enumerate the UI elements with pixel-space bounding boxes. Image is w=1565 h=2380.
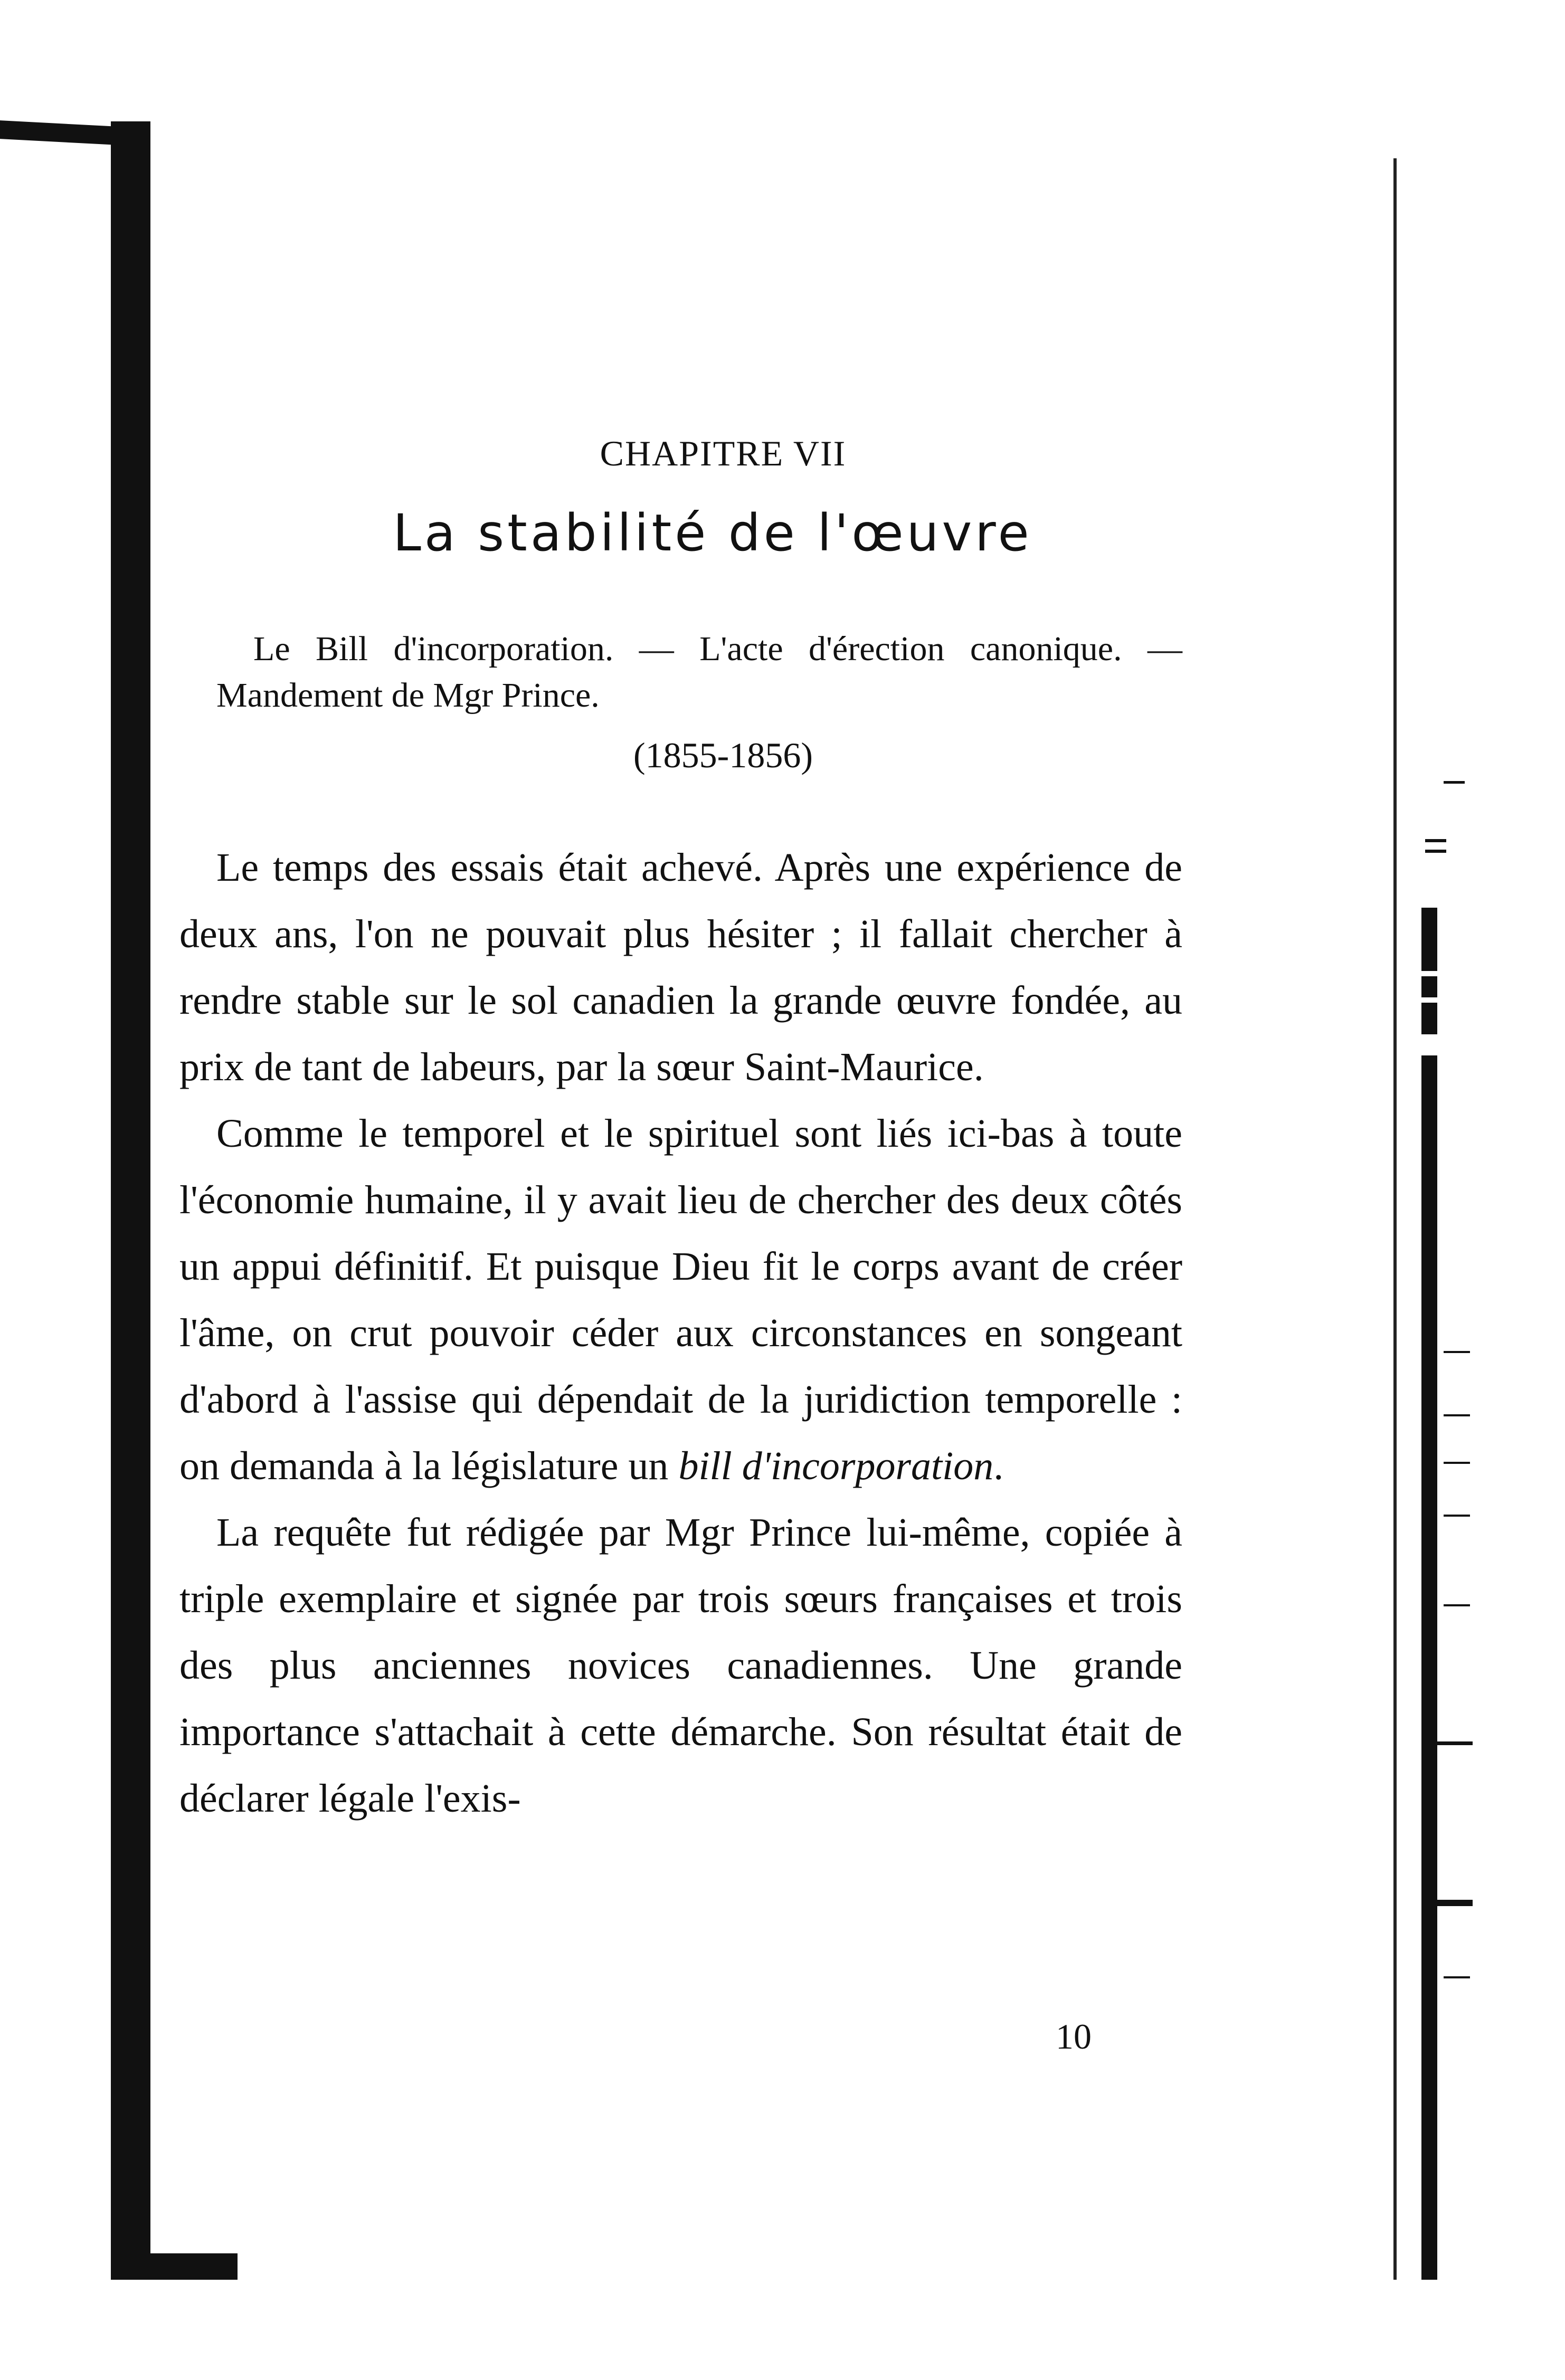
scan-mark: [1436, 1900, 1473, 1906]
scan-edge-right-line: [1393, 158, 1397, 2280]
scan-mark: [1444, 1604, 1470, 1606]
paragraph-1: [179, 834, 1182, 1100]
page-number: 10: [1056, 2016, 1092, 2057]
scan-mark: [1425, 839, 1446, 842]
emphasis-text: bill d'incorporation: [678, 1444, 994, 1488]
chapter-number: CHAPITRE VII: [600, 433, 847, 473]
scan-mark: [1444, 1976, 1470, 1978]
chapter-summary: Le Bill d'incorporation. — L'acte d'érection canonique. — Mandement de Mgr Prince.: [216, 630, 1182, 715]
scan-mark: [1444, 1515, 1470, 1517]
paragraph-2: [179, 1100, 1182, 1499]
paragraph-end: .: [993, 1444, 1004, 1488]
scan-mark: [1444, 1414, 1470, 1416]
paragraph-text: La requête fut rédigée par Mgr Prince lui-même, copiée à triple exemplaire et signée par trois sœurs françaises et trois des plus anciennes novices canadiennes. Une grande importance s'attachait à cette démarche. Son résultat était de déclarer légale l'exis-: [179, 1510, 1182, 1821]
scan-edge-bottom-left: [116, 2253, 238, 2280]
scan-edge-left: [111, 121, 150, 2280]
chapter-title: La stabilité de l'œuvre: [393, 503, 1032, 563]
scan-mark: [1425, 850, 1446, 853]
scan-mark: [1421, 976, 1437, 997]
chapter-dates: (1855-1856): [633, 735, 813, 775]
scan-mark: [1421, 1003, 1437, 1034]
paragraph-text: Le temps des essais était achevé. Après une expérience de deux ans, l'on ne pouvait plus hésiter ; il fallait chercher à rendre stable sur le sol canadien la grande œuvre fondée, au prix de tant de labeurs, par la sœur Saint-Maurice.: [179, 845, 1182, 1089]
scan-mark: [1421, 908, 1437, 971]
paragraph-3: [179, 1499, 1182, 1832]
scan-mark: [1436, 1741, 1473, 1745]
scan-mark: [1444, 1351, 1470, 1353]
book-page: [179, 433, 1182, 1832]
paragraph-text: Comme le temporel et le spirituel sont liés ici-bas à toute l'économie humaine, il y avait lieu de chercher des deux côtés un appui définitif. Et puisque Dieu fit le corps avant de créer l'âme, on crut pouvoir céder aux circonstances en songeant d'abord à l'assise qui dépendait de la juridiction temporelle : on demanda à la législature un: [179, 1111, 1182, 1488]
scan-edge-right-bar: [1421, 1055, 1437, 2280]
scan-mark: [1444, 781, 1465, 784]
scan-mark: [1444, 1462, 1470, 1464]
